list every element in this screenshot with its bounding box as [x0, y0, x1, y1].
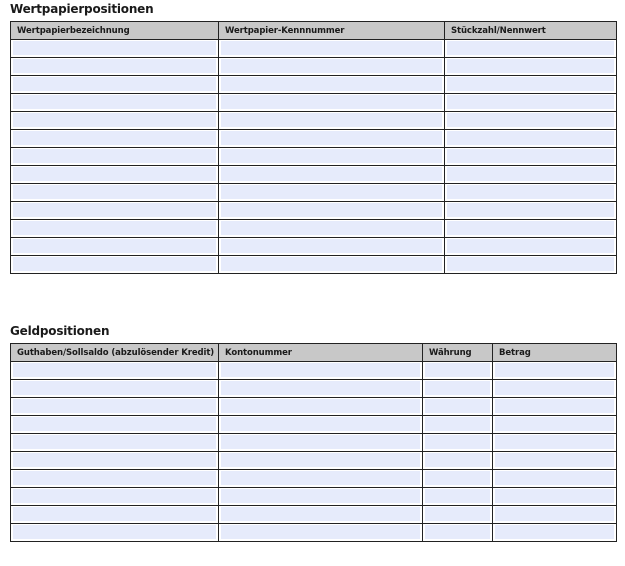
table-cell	[445, 58, 617, 76]
wertpapier-kennnummer-field[interactable]	[221, 257, 442, 271]
table-row	[11, 202, 617, 220]
table-cell	[423, 470, 493, 488]
table-cell	[219, 40, 445, 58]
stueckzahl-nennwert-field[interactable]	[447, 239, 614, 253]
guthaben-sollsaldo-field[interactable]	[13, 489, 216, 503]
column-header-wertpapierbezeichnung: Wertpapierbezeichnung	[11, 22, 219, 40]
guthaben-sollsaldo-field[interactable]	[13, 363, 216, 377]
wertpapier-kennnummer-field[interactable]	[221, 113, 442, 127]
betrag-field[interactable]	[495, 525, 614, 539]
stueckzahl-nennwert-field[interactable]	[447, 77, 614, 91]
table-cell	[423, 380, 493, 398]
betrag-field[interactable]	[495, 363, 614, 377]
table-cell	[219, 416, 423, 434]
wertpapier-kennnummer-field[interactable]	[221, 149, 442, 163]
wertpapierbezeichnung-field[interactable]	[13, 113, 216, 127]
table-cell	[423, 524, 493, 542]
table-cell	[219, 94, 445, 112]
kontonummer-field[interactable]	[221, 525, 420, 539]
table-cell	[219, 148, 445, 166]
betrag-field[interactable]	[495, 507, 614, 521]
table-cell	[11, 40, 219, 58]
table-cell	[11, 148, 219, 166]
table-cell	[219, 398, 423, 416]
table-cell	[11, 434, 219, 452]
betrag-field[interactable]	[495, 399, 614, 413]
table-cell	[423, 416, 493, 434]
table-row	[11, 380, 617, 398]
table-row	[11, 76, 617, 94]
waehrung-field[interactable]	[425, 399, 490, 413]
wertpapierbezeichnung-field[interactable]	[13, 167, 216, 181]
table-row	[11, 220, 617, 238]
table-cell	[493, 524, 617, 542]
waehrung-field[interactable]	[425, 363, 490, 377]
kontonummer-field[interactable]	[221, 453, 420, 467]
table-cell	[219, 76, 445, 94]
wertpapierbezeichnung-field[interactable]	[13, 221, 216, 235]
geldpositionen-title: Geldpositionen	[10, 324, 110, 338]
wertpapier-header-row	[11, 22, 617, 40]
table-row	[11, 434, 617, 452]
table-row	[11, 130, 617, 148]
stueckzahl-nennwert-field[interactable]	[447, 59, 614, 73]
table-cell	[219, 452, 423, 470]
table-cell	[445, 40, 617, 58]
table-cell	[445, 166, 617, 184]
table-row	[11, 488, 617, 506]
table-cell	[11, 94, 219, 112]
table-cell	[445, 130, 617, 148]
table-row	[11, 238, 617, 256]
column-header-stueckzahl-nennwert: Stückzahl/Nennwert	[445, 22, 617, 40]
wertpapierbezeichnung-field[interactable]	[13, 41, 216, 55]
table-cell	[11, 488, 219, 506]
kontonummer-field[interactable]	[221, 489, 420, 503]
wertpapier-kennnummer-field[interactable]	[221, 59, 442, 73]
table-cell	[11, 256, 219, 274]
table-cell	[493, 416, 617, 434]
table-cell	[11, 184, 219, 202]
guthaben-sollsaldo-field[interactable]	[13, 417, 216, 431]
table-cell	[11, 202, 219, 220]
wertpapierbezeichnung-field[interactable]	[13, 77, 216, 91]
table-cell	[423, 362, 493, 380]
column-header-guthaben-sollsaldo: Guthaben/Sollsaldo (abzulösender Kredit)	[11, 344, 219, 362]
geld-header-row	[11, 344, 617, 362]
table-cell	[445, 184, 617, 202]
betrag-field[interactable]	[495, 435, 614, 449]
table-row	[11, 94, 617, 112]
table-cell	[493, 470, 617, 488]
betrag-field[interactable]	[495, 453, 614, 467]
kontonummer-field[interactable]	[221, 471, 420, 485]
table-cell	[11, 524, 219, 542]
table-cell	[11, 76, 219, 94]
table-row	[11, 184, 617, 202]
wertpapierbezeichnung-field[interactable]	[13, 257, 216, 271]
stueckzahl-nennwert-field[interactable]	[447, 113, 614, 127]
column-header-betrag: Betrag	[493, 344, 617, 362]
table-cell	[11, 220, 219, 238]
table-cell	[493, 362, 617, 380]
table-cell	[423, 452, 493, 470]
table-cell	[11, 470, 219, 488]
guthaben-sollsaldo-field[interactable]	[13, 399, 216, 413]
table-cell	[219, 380, 423, 398]
waehrung-field[interactable]	[425, 507, 490, 521]
column-header-kontonummer: Kontonummer	[219, 344, 423, 362]
waehrung-field[interactable]	[425, 417, 490, 431]
wertpapier-kennnummer-field[interactable]	[221, 131, 442, 145]
table-cell	[11, 380, 219, 398]
wertpapier-kennnummer-field[interactable]	[221, 77, 442, 91]
table-cell	[219, 130, 445, 148]
kontonummer-field[interactable]	[221, 399, 420, 413]
wertpapierbezeichnung-field[interactable]	[13, 239, 216, 253]
stueckzahl-nennwert-field[interactable]	[447, 221, 614, 235]
table-row	[11, 112, 617, 130]
wertpapier-kennnummer-field[interactable]	[221, 221, 442, 235]
table-cell	[445, 148, 617, 166]
waehrung-field[interactable]	[425, 489, 490, 503]
wertpapier-kennnummer-field[interactable]	[221, 203, 442, 217]
stueckzahl-nennwert-field[interactable]	[447, 167, 614, 181]
stueckzahl-nennwert-field[interactable]	[447, 149, 614, 163]
table-cell	[219, 256, 445, 274]
table-cell	[219, 112, 445, 130]
table-row	[11, 256, 617, 274]
table-cell	[11, 416, 219, 434]
wertpapier-kennnummer-field[interactable]	[221, 95, 442, 109]
stueckzahl-nennwert-field[interactable]	[447, 131, 614, 145]
wertpapier-kennnummer-field[interactable]	[221, 185, 442, 199]
wertpapier-table	[10, 21, 617, 274]
table-cell	[445, 202, 617, 220]
kontonummer-field[interactable]	[221, 435, 420, 449]
table-cell	[219, 202, 445, 220]
table-row	[11, 398, 617, 416]
betrag-field[interactable]	[495, 471, 614, 485]
table-cell	[445, 94, 617, 112]
stueckzahl-nennwert-field[interactable]	[447, 185, 614, 199]
waehrung-field[interactable]	[425, 435, 490, 449]
waehrung-field[interactable]	[425, 471, 490, 485]
table-row	[11, 40, 617, 58]
wertpapier-kennnummer-field[interactable]	[221, 167, 442, 181]
betrag-field[interactable]	[495, 489, 614, 503]
table-cell	[219, 166, 445, 184]
table-row	[11, 58, 617, 76]
table-cell	[445, 112, 617, 130]
wertpapierbezeichnung-field[interactable]	[13, 131, 216, 145]
table-cell	[219, 220, 445, 238]
table-cell	[219, 362, 423, 380]
table-cell	[11, 452, 219, 470]
stueckzahl-nennwert-field[interactable]	[447, 257, 614, 271]
table-cell	[423, 506, 493, 524]
table-cell	[423, 488, 493, 506]
table-row	[11, 524, 617, 542]
wertpapierbezeichnung-field[interactable]	[13, 149, 216, 163]
table-row	[11, 362, 617, 380]
table-cell	[11, 130, 219, 148]
table-cell	[11, 58, 219, 76]
wertpapier-kennnummer-field[interactable]	[221, 239, 442, 253]
kontonummer-field[interactable]	[221, 417, 420, 431]
table-row	[11, 470, 617, 488]
waehrung-field[interactable]	[425, 525, 490, 539]
table-cell	[493, 398, 617, 416]
wertpapierbezeichnung-field[interactable]	[13, 59, 216, 73]
table-cell	[11, 506, 219, 524]
table-cell	[493, 488, 617, 506]
table-cell	[219, 434, 423, 452]
table-cell	[11, 398, 219, 416]
kontonummer-field[interactable]	[221, 381, 420, 395]
table-cell	[493, 380, 617, 398]
kontonummer-field[interactable]	[221, 507, 420, 521]
betrag-field[interactable]	[495, 417, 614, 431]
table-cell	[219, 488, 423, 506]
guthaben-sollsaldo-field[interactable]	[13, 525, 216, 539]
table-row	[11, 166, 617, 184]
table-cell	[423, 434, 493, 452]
wertpapierbezeichnung-field[interactable]	[13, 95, 216, 109]
stueckzahl-nennwert-field[interactable]	[447, 41, 614, 55]
table-cell	[11, 362, 219, 380]
column-header-wertpapier-kennnummer: Wertpapier-Kennnummer	[219, 22, 445, 40]
table-cell	[493, 452, 617, 470]
guthaben-sollsaldo-field[interactable]	[13, 507, 216, 521]
table-cell	[11, 166, 219, 184]
table-cell	[445, 220, 617, 238]
table-row	[11, 148, 617, 166]
table-cell	[493, 434, 617, 452]
table-cell	[219, 470, 423, 488]
geld-table	[10, 343, 617, 542]
stueckzahl-nennwert-field[interactable]	[447, 203, 614, 217]
wertpapierbezeichnung-field[interactable]	[13, 203, 216, 217]
table-cell	[493, 506, 617, 524]
table-row	[11, 506, 617, 524]
guthaben-sollsaldo-field[interactable]	[13, 435, 216, 449]
wertpapier-kennnummer-field[interactable]	[221, 41, 442, 55]
table-cell	[11, 238, 219, 256]
waehrung-field[interactable]	[425, 381, 490, 395]
table-cell	[445, 76, 617, 94]
guthaben-sollsaldo-field[interactable]	[13, 453, 216, 467]
column-header-waehrung: Währung	[423, 344, 493, 362]
table-cell	[219, 524, 423, 542]
table-cell	[219, 58, 445, 76]
wertpapierpositionen-title: Wertpapierpositionen	[10, 2, 154, 16]
table-row	[11, 452, 617, 470]
table-cell	[423, 398, 493, 416]
table-row	[11, 416, 617, 434]
table-cell	[11, 112, 219, 130]
table-cell	[219, 506, 423, 524]
table-cell	[445, 238, 617, 256]
table-cell	[219, 238, 445, 256]
guthaben-sollsaldo-field[interactable]	[13, 471, 216, 485]
kontonummer-field[interactable]	[221, 363, 420, 377]
waehrung-field[interactable]	[425, 453, 490, 467]
wertpapierbezeichnung-field[interactable]	[13, 185, 216, 199]
betrag-field[interactable]	[495, 381, 614, 395]
table-cell	[445, 256, 617, 274]
table-cell	[219, 184, 445, 202]
stueckzahl-nennwert-field[interactable]	[447, 95, 614, 109]
guthaben-sollsaldo-field[interactable]	[13, 381, 216, 395]
